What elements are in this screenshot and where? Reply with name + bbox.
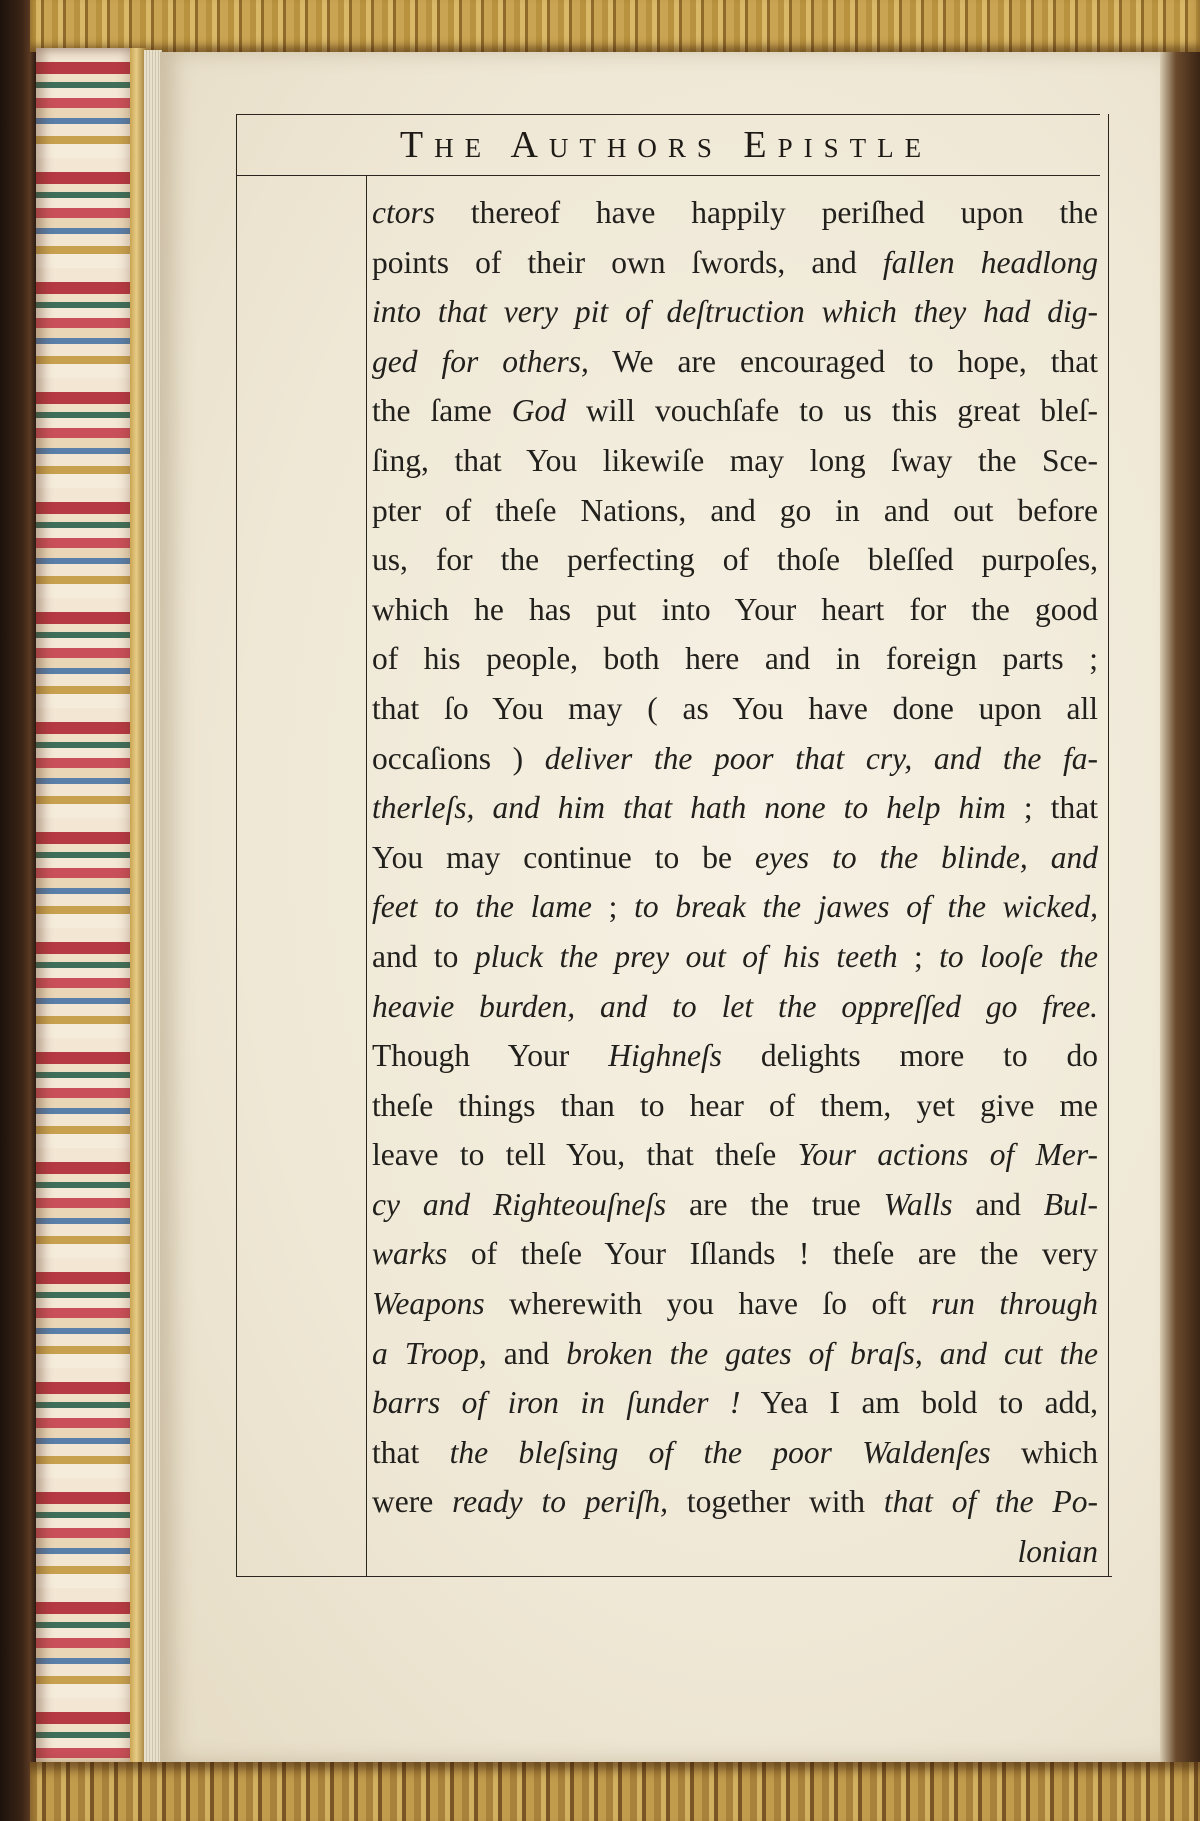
- text-line: [372, 238, 1098, 288]
- text-segment: warks: [372, 1236, 448, 1272]
- text-segment: that: [372, 1434, 450, 1470]
- text-segment: will vouchſafe to us this great bleſ-: [565, 393, 1098, 429]
- text-segment: that of the Po-: [883, 1484, 1099, 1520]
- text-line: [372, 684, 1098, 734]
- frame-top-rule: [236, 114, 1100, 115]
- text-segment: ;: [897, 938, 940, 974]
- text-segment: ged for others,: [372, 343, 589, 379]
- text-line: [372, 1329, 1098, 1379]
- text-segment: the ſame: [372, 393, 512, 429]
- text-segment: Your actions of Mer-: [797, 1137, 1098, 1173]
- text-segment: fallen headlong: [882, 244, 1098, 280]
- text-line: [372, 1130, 1098, 1180]
- text-segment: broken the gates of braſs, and cut the: [566, 1335, 1099, 1371]
- text-segment: pluck the prey out of his teeth: [474, 938, 898, 974]
- text-segment: which: [990, 1434, 1098, 1470]
- text-line: [372, 1229, 1098, 1279]
- text-segment: the bleſsing of the poor Waldenſes: [449, 1434, 991, 1470]
- text-segment: us, for the perfecting of thoſe bleſſed purpoſes,: [372, 542, 1098, 578]
- text-line: [372, 1477, 1098, 1527]
- text-segment: and: [486, 1335, 567, 1371]
- gilt-bottom-edge: [30, 1762, 1200, 1821]
- text-line: [372, 734, 1098, 784]
- text-segment: were: [372, 1484, 453, 1520]
- text-segment: pter of theſe Nations, and go in and out before: [372, 492, 1098, 528]
- text-segment: a Troop,: [372, 1335, 487, 1371]
- book-fore-edge: [1160, 52, 1200, 1762]
- text-segment: ; that: [1005, 790, 1098, 826]
- text-segment: thereof have happily periſhed upon the: [435, 195, 1098, 230]
- text-segment: to break the jawes of the wicked,: [634, 889, 1098, 925]
- text-line: [372, 833, 1098, 883]
- text-segment: and: [952, 1186, 1044, 1222]
- text-segment: feet to the lame: [372, 889, 592, 925]
- frame-left-rule: [236, 114, 237, 1576]
- text-segment: barrs of iron in ſunder !: [372, 1385, 741, 1421]
- text-segment: together with: [668, 1484, 884, 1520]
- text-segment: Walls: [883, 1186, 953, 1222]
- text-line: [372, 585, 1098, 635]
- text-segment: ready to periſh,: [452, 1484, 669, 1520]
- text-line: [372, 386, 1098, 436]
- text-segment: Bul-: [1043, 1186, 1098, 1222]
- text-line: [372, 287, 1098, 337]
- text-segment: leave to tell You, that theſe: [372, 1137, 798, 1173]
- text-segment: that ſo You may ( as You have done upon all: [372, 690, 1098, 726]
- text-segment: heavie burden, and to let the oppreſſed go free.: [372, 988, 1098, 1024]
- text-segment: ;: [591, 889, 635, 925]
- text-line: [372, 882, 1098, 932]
- margin-rule: [366, 175, 367, 1576]
- text-line: [372, 188, 1098, 238]
- running-head: The Authors Epistle: [399, 124, 933, 166]
- text-line: [372, 1081, 1098, 1131]
- text-line: [372, 1031, 1098, 1081]
- text-segment: and to: [372, 938, 475, 974]
- text-segment: run through: [931, 1286, 1098, 1322]
- text-segment: Highneſs: [608, 1038, 722, 1074]
- text-segment: occaſions ): [372, 740, 545, 776]
- text-line: [372, 982, 1098, 1032]
- text-line: [372, 1378, 1098, 1428]
- catchword: lonian: [1017, 1534, 1098, 1570]
- text-line: [372, 1180, 1098, 1230]
- body-text: [372, 188, 1098, 1577]
- text-segment: of his people, both here and in foreign parts ;: [372, 641, 1098, 677]
- text-segment: You may continue to be: [372, 839, 755, 875]
- text-segment: to looſe the: [939, 938, 1098, 974]
- text-segment: of theſe Your Iſlands ! theſe are the very: [447, 1236, 1098, 1272]
- text-segment: Yea I am bold to add,: [740, 1385, 1098, 1421]
- text-segment: Weapons: [372, 1286, 485, 1322]
- text-segment: points of their own ſwords, and: [372, 244, 883, 280]
- text-segment: theſe things than to hear of them, yet give me: [372, 1087, 1098, 1123]
- text-line: [372, 932, 1098, 982]
- text-segment: into that very pit of deſtruction which they had dig-: [372, 294, 1098, 330]
- text-line: [372, 1279, 1098, 1329]
- text-line: [372, 486, 1098, 536]
- text-line: [372, 436, 1098, 486]
- text-segment: ctors: [372, 195, 435, 230]
- text-segment: ſing, that You likewiſe may long ſway the Sce-: [372, 442, 1098, 478]
- text-line: [372, 535, 1098, 585]
- text-line: [372, 337, 1098, 387]
- text-segment: Though Your: [372, 1038, 609, 1074]
- marbled-endpaper: [36, 48, 140, 1766]
- frame-right-rule: [1108, 114, 1109, 1576]
- text-segment: deliver the poor that cry, and the fa-: [544, 740, 1098, 776]
- gilt-top-edge: [30, 0, 1200, 52]
- text-line: [372, 634, 1098, 684]
- text-segment: wherewith you have ſo oft: [484, 1286, 932, 1322]
- text-segment: therleſs, and him that hath none to help him: [372, 790, 1006, 826]
- text-segment: eyes to the blinde, and: [754, 839, 1098, 875]
- text-line: [372, 1428, 1098, 1478]
- text-segment: God: [511, 393, 566, 429]
- text-segment: delights more to do: [721, 1038, 1098, 1074]
- text-segment: are the true: [666, 1186, 884, 1222]
- text-segment: cy and Righteouſneſs: [372, 1186, 667, 1222]
- text-line: [372, 783, 1098, 833]
- text-segment: We are encouraged to hope, that: [588, 343, 1098, 379]
- text-segment: which he has put into Your heart for the good: [372, 591, 1098, 627]
